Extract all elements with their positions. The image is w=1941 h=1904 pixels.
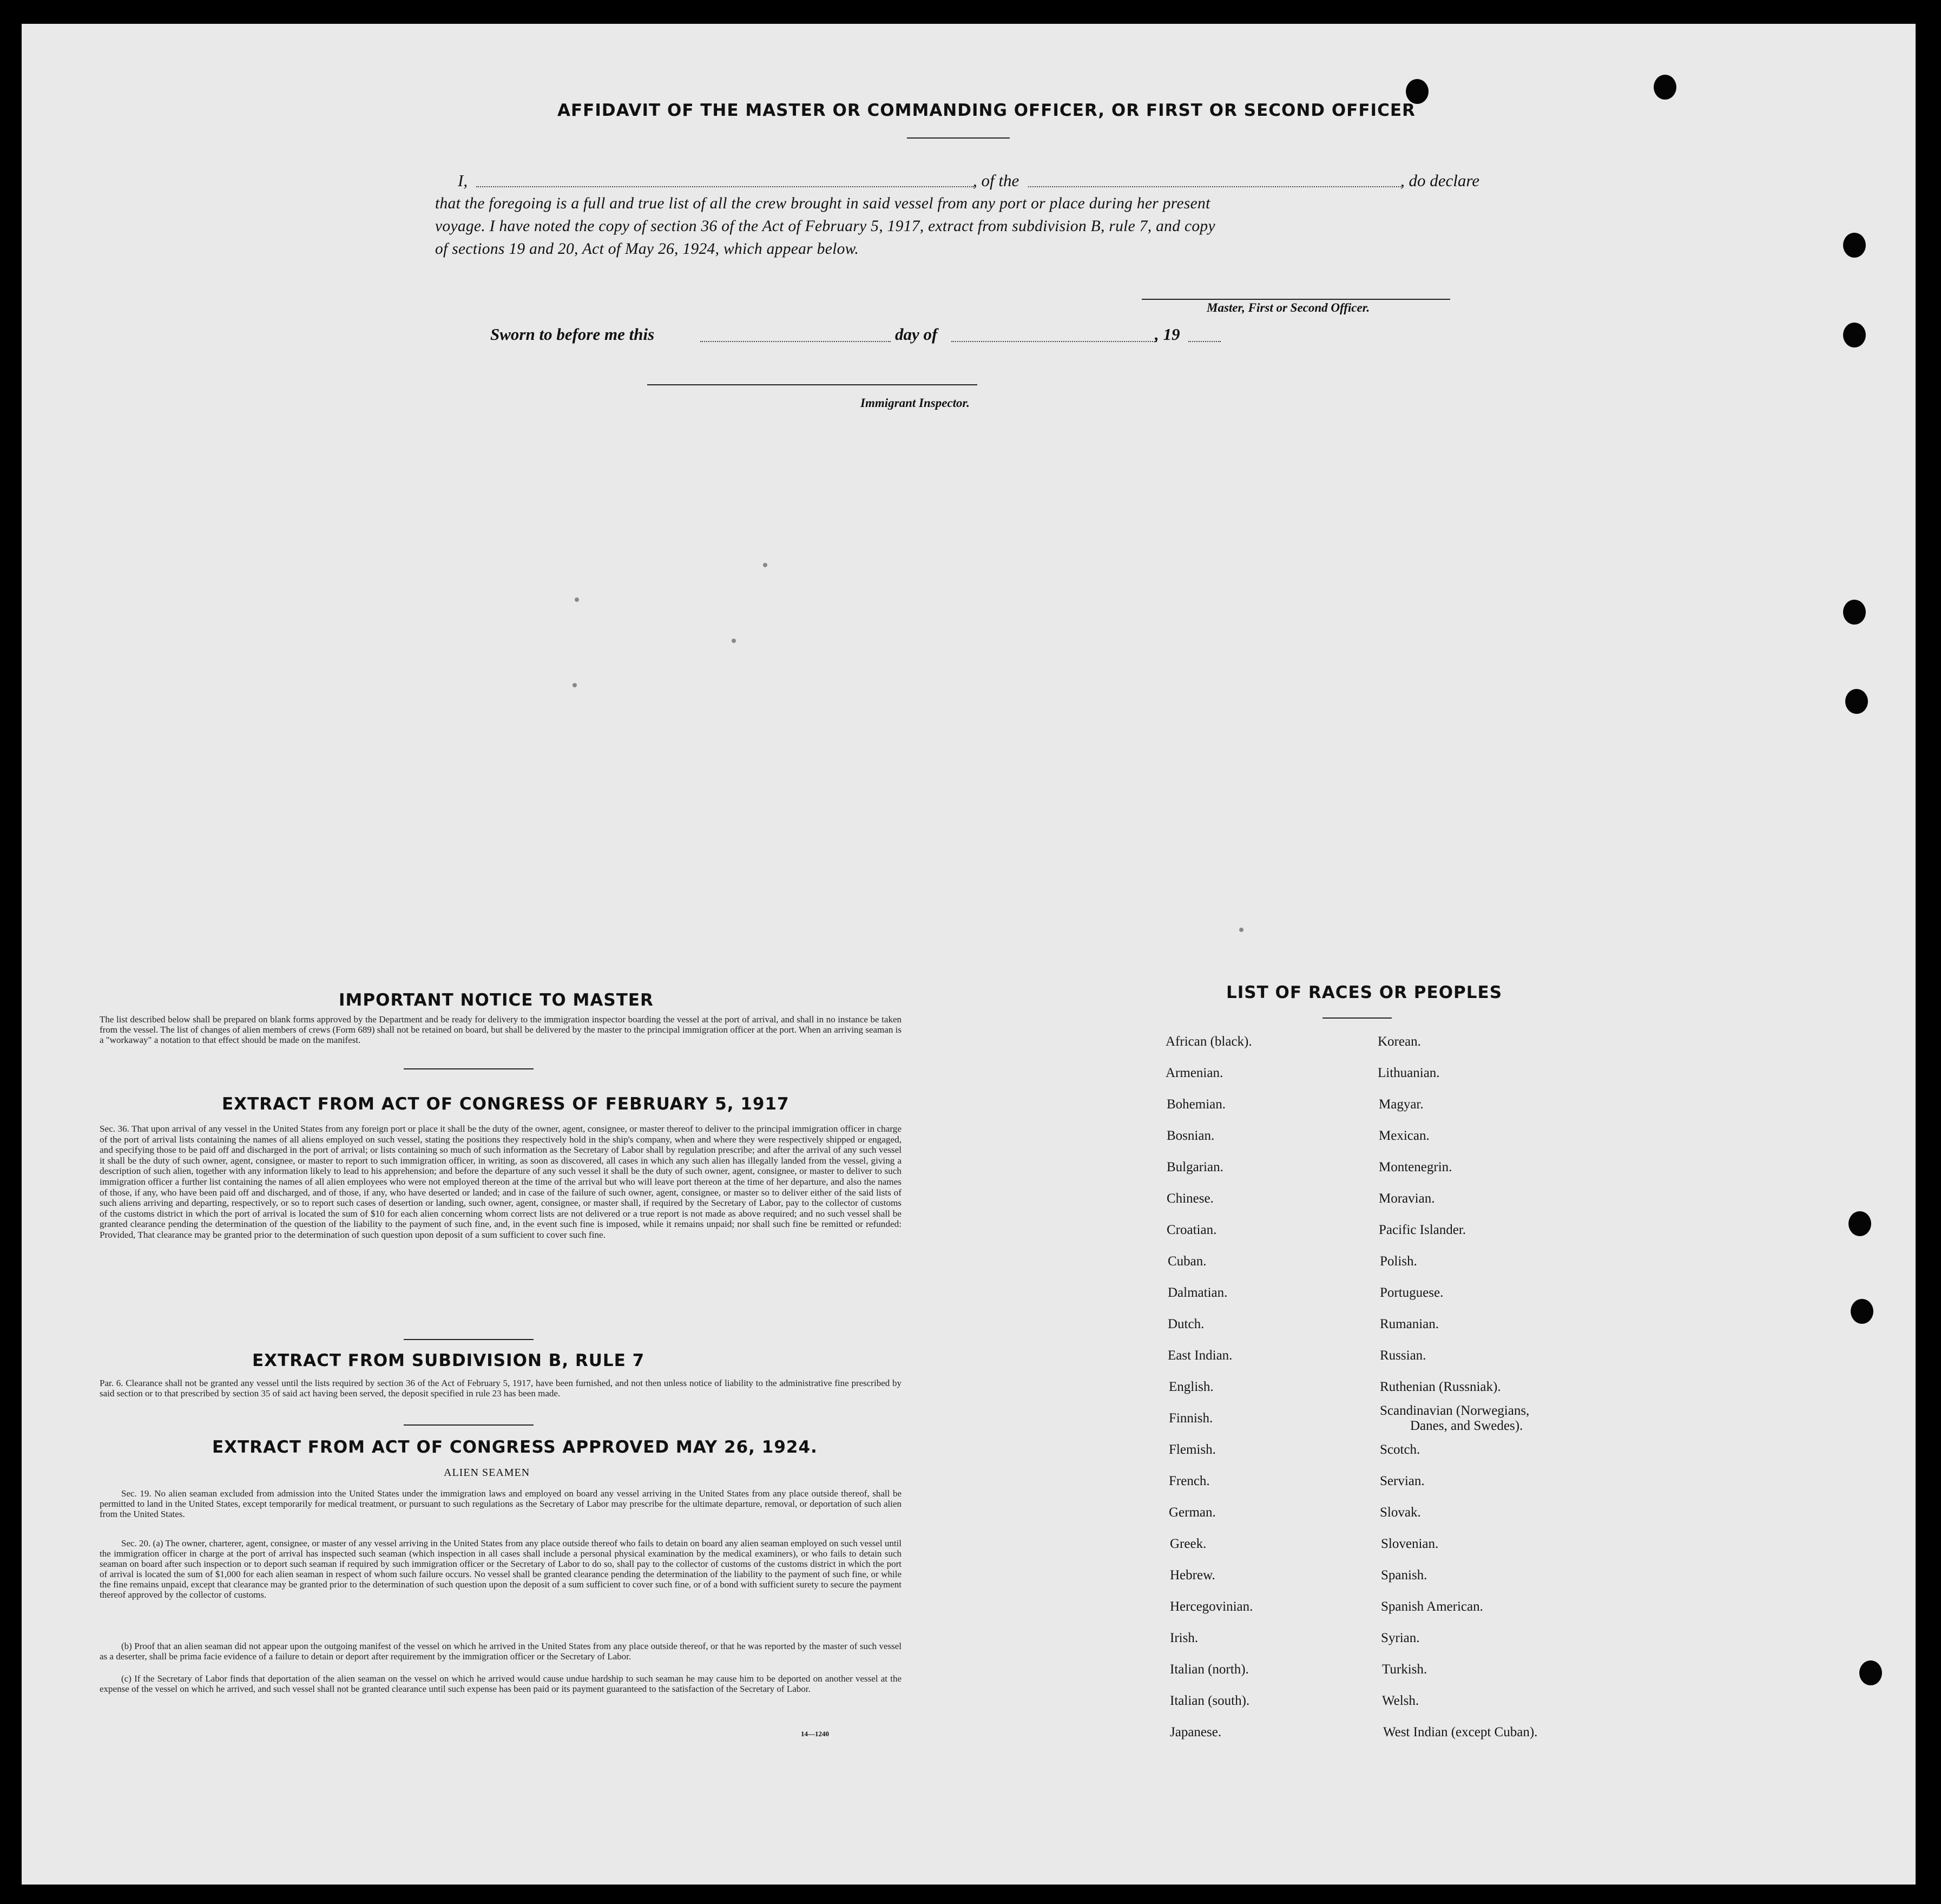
- race-item: Greek.: [1170, 1537, 1207, 1551]
- signature-caption: Master, First or Second Officer.: [1207, 301, 1370, 314]
- blank-year: [1188, 341, 1221, 342]
- race-item: Spanish American.: [1381, 1599, 1483, 1614]
- race-item: Bulgarian.: [1167, 1160, 1223, 1174]
- race-item: French.: [1169, 1474, 1210, 1488]
- extract-rule7-title: EXTRACT FROM SUBDIVISION B, RULE 7: [252, 1351, 645, 1370]
- form-number: 14—1240: [801, 1730, 829, 1738]
- blank-day: [700, 341, 891, 342]
- race-item: Turkish.: [1382, 1662, 1427, 1677]
- blank-month: [951, 341, 1157, 342]
- race-item: Finnish.: [1169, 1411, 1213, 1426]
- race-item: Korean.: [1378, 1034, 1421, 1049]
- bleed-through-speck: [1239, 928, 1243, 932]
- race-item: Pacific Islander.: [1379, 1223, 1466, 1237]
- race-item: Hebrew.: [1170, 1568, 1215, 1583]
- race-item: Japanese.: [1170, 1725, 1222, 1739]
- extract-1924-sec20c: (c) If the Secretary of Labor finds that deportation of the alien seaman on the vessel on which he arrived would cause undue hardship to such seaman he may cause him to be deported on another vessel at the expense of the vessel on which he arrived, and such vessel shall not be granted clearance until such expense has been paid or its payment guaranteed to the satisfaction of the Secretary of Labor.: [100, 1673, 902, 1694]
- punch-hole: [1843, 233, 1866, 258]
- race-item: African (black).: [1166, 1034, 1252, 1049]
- affidavit-line4: of sections 19 and 20, Act of May 26, 1924, which appear below.: [435, 240, 859, 258]
- race-item: Montenegrin.: [1379, 1160, 1452, 1174]
- race-item: Rumanian.: [1380, 1317, 1439, 1331]
- race-item: Scandinavian (Norwegians,: [1380, 1403, 1530, 1418]
- race-item: Italian (north).: [1170, 1662, 1249, 1677]
- race-item: Servian.: [1380, 1474, 1425, 1488]
- race-item: Mexican.: [1379, 1128, 1430, 1143]
- race-item: Magyar.: [1379, 1097, 1424, 1112]
- bleed-through-speck: [573, 683, 577, 687]
- race-item: Slovak.: [1380, 1505, 1421, 1520]
- notice-title: IMPORTANT NOTICE TO MASTER: [339, 990, 654, 1010]
- extract-1924-title: EXTRACT FROM ACT OF CONGRESS APPROVED MAY 26, 1924.: [212, 1437, 818, 1457]
- punch-hole: [1843, 600, 1866, 625]
- extract-1917-title: EXTRACT FROM ACT OF CONGRESS OF FEBRUARY 5, 1917: [222, 1094, 789, 1114]
- race-item: Armenian.: [1166, 1066, 1223, 1080]
- race-item: Welsh.: [1382, 1693, 1419, 1708]
- race-item: Russian.: [1380, 1348, 1426, 1363]
- race-item: East Indian.: [1168, 1348, 1233, 1363]
- race-item: English.: [1169, 1380, 1214, 1394]
- race-item: Slovenian.: [1381, 1537, 1439, 1551]
- race-item: Dutch.: [1168, 1317, 1205, 1331]
- punch-hole: [1848, 1211, 1871, 1236]
- race-item: Dalmatian.: [1168, 1285, 1228, 1300]
- document-page: [22, 24, 1916, 1885]
- affidavit-line1-declare: , do declare: [1400, 171, 1480, 190]
- race-item: Portuguese.: [1380, 1285, 1444, 1300]
- extract-rule7-text: Par. 6. Clearance shall not be granted any vessel until the lists required by section 36 of the Act of February 5, 1917, have been furnished, and not then unless notice of liability to the administrative fine prescribed by said section or to that prescribed by section 35 of said act having been served, the deposit specified in rule 23 has been made.: [100, 1378, 902, 1399]
- race-item: Polish.: [1380, 1254, 1417, 1269]
- extract-1924-sec20a: Sec. 20. (a) The owner, charterer, agent, consignee, or master of any vessel arriving in the United States from any place outside thereof who fails to detain on board any alien seaman employed on such vessel until the immigration officer in charge at the port of arrival has inspected such seaman (which inspection in all cases shall include a personal physical examination by the medical examiners), or who fails to detain such seaman on board after such inspection or to deport such seaman if required by such immigration officer or the Secretary of Labor to do so, shall pay to the collector of customs of the customs district in which the port of arrival is located the sum of $1,000 for each alien seaman in respect of whom such failure occurs. No vessel shall be granted clearance pending the determination of the liability to the payment of such fine, or while the fine remains unpaid, except that clearance may be granted prior to the determination of such question upon the deposit of a sum sufficient to cover such fine, or of a bond with sufficient surety to secure the payment thereof approved by the collector of customs.: [100, 1538, 902, 1600]
- extract-1924-sec20b: (b) Proof that an alien seaman did not appear upon the outgoing manifest of the vessel on which he arrived in the United States from any place outside thereof, or that he was reported by the master of such vessel as a deserter, shall be prima facie evidence of a failure to detain or deport after requirement by the immigration officer or the Secretary of Labor.: [100, 1641, 902, 1662]
- inspector-signature-line: [647, 384, 977, 385]
- race-item: Hercegovinian.: [1170, 1599, 1253, 1614]
- races-title: LIST OF RACES OR PEOPLES: [1226, 983, 1503, 1002]
- race-item: Bosnian.: [1167, 1128, 1215, 1143]
- year-label: , 19: [1155, 325, 1180, 344]
- races-title-underline: [1322, 1017, 1392, 1019]
- affidavit-line3: voyage. I have noted the copy of section 36 of the Act of February 5, 1917, extract from subdivision B, rule 7, and copy: [435, 218, 1215, 235]
- section-divider: [404, 1068, 534, 1069]
- punch-hole: [1845, 689, 1868, 714]
- race-item: Irish.: [1170, 1631, 1199, 1645]
- punch-hole: [1654, 75, 1676, 100]
- affidavit-line1-of-the: , of the: [973, 171, 1019, 190]
- extract-1924-sec19: Sec. 19. No alien seaman excluded from admission into the United States under the immigration laws and employed on board any vessel arriving in the United States from any place outside thereof, shall be permitted to land in the United States, except temporarily for medical treatment, or pursuant to such regulations as the Secretary of Labor may prescribe for the ultimate departure, removal, or deportation of such alien from the United States.: [100, 1488, 902, 1519]
- race-item: Flemish.: [1169, 1442, 1216, 1457]
- title-underline: [907, 137, 1010, 139]
- race-item: Lithuanian.: [1378, 1066, 1440, 1080]
- race-item: Moravian.: [1379, 1191, 1435, 1206]
- day-of-label: day of: [895, 325, 938, 344]
- race-item: Italian (south).: [1170, 1693, 1250, 1708]
- sworn-label: Sworn to before me this: [490, 325, 655, 344]
- race-item: Syrian.: [1381, 1631, 1420, 1645]
- extract-1917-text: Sec. 36. That upon arrival of any vessel in the United States from any foreign port or place it shall be the duty of the owner, agent, consignee, or master thereof to deliver to the principal immigration officer in charge of the port of arrival lists containing the names of all aliens employed on such vessel, stating the positions they respectively hold in the ship's company, when and where they were respectively shipped or engaged, and specifying those to be paid off and discharged in the port of arrival; or lists containing so much of such information as the Secretary of Labor shall by regulation prescribe; and after the arrival of any such vessel it shall be the duty of such owner, agent, consignee, or master to report to such immigration officer, in writing, as soon as discovered, all cases in which any such alien has illegally landed from the vessel, giving a description of such alien, together with any information likely to lead to his apprehension; and before the departure of any such vessel it shall be the duty of such owner, agent, consignee, or master to deliver to such immigration officer a further list containing the names of all alien employees who were not employed thereon at the time of the arrival but who will leave port thereon at the time of her departure, and also the names of those, if any, who have been paid off and discharged, and of those, if any, who have deserted or landed; and in case of the failure of such owner, agent, consignee, or master so to deliver either of the said lists of such aliens arriving and departing, respectively, or so to report such cases of desertion or landing, such owner, agent, consignee, or master shall, if required by the Secretary of Labor, pay to the collector of customs of the customs district in which the port of arrival is located the sum of $10 for each alien concerning whom correct lists are not delivered or a true report is not made as above required; and no such vessel shall be granted clearance pending the determination of the question of the liability to the payment of such fine, and, in the event such fine is imposed, while it remains unpaid; nor shall such fine be remitted or refunded: Provided, That clearance may be granted prior to the determination of such question upon deposit of a sum sufficient to cover such fine.: [100, 1124, 902, 1240]
- blank-name: [476, 186, 974, 187]
- inspector-caption: Immigrant Inspector.: [860, 396, 970, 410]
- race-item: Danes, and Swedes).: [1410, 1419, 1523, 1433]
- race-item: German.: [1169, 1505, 1216, 1520]
- punch-hole: [1851, 1299, 1873, 1324]
- race-item: Spanish.: [1381, 1568, 1427, 1583]
- alien-seamen-subtitle: ALIEN SEAMEN: [444, 1467, 530, 1479]
- signature-line: [1142, 299, 1450, 300]
- race-item: Ruthenian (Russniak).: [1380, 1380, 1501, 1394]
- section-divider: [404, 1424, 534, 1426]
- race-item: Cuban.: [1168, 1254, 1207, 1269]
- race-item: Scotch.: [1380, 1442, 1420, 1457]
- section-divider: [404, 1339, 534, 1340]
- notice-text: The list described below shall be prepared on blank forms approved by the Department and be ready for delivery to the immigration inspector boarding the vessel at the port of arrival, and shall in no instance be taken from the vessel. The list of changes of alien members of crews (Form 689) shall not be retained on board, but shall be delivered by the master to the principal immigration officer at the port. When an arriving seaman is a "workaway" a notation to that effect should be made on the manifest.: [100, 1014, 902, 1045]
- bleed-through-speck: [763, 563, 767, 567]
- blank-vessel: [1028, 186, 1402, 187]
- race-item: West Indian (except Cuban).: [1383, 1725, 1538, 1739]
- punch-hole: [1843, 323, 1866, 347]
- bleed-through-speck: [732, 639, 736, 643]
- race-item: Croatian.: [1167, 1223, 1217, 1237]
- punch-hole: [1859, 1660, 1882, 1685]
- bleed-through-speck: [575, 598, 579, 602]
- race-item: Bohemian.: [1167, 1097, 1226, 1112]
- race-item: Chinese.: [1167, 1191, 1214, 1206]
- affidavit-line2: that the foregoing is a full and true list of all the crew brought in said vessel from any port or place during her present: [435, 195, 1210, 212]
- affidavit-line1-i: I,: [458, 171, 468, 190]
- affidavit-title: AFFIDAVIT OF THE MASTER OR COMMANDING OFFICER, OR FIRST OR SECOND OFFICER: [557, 101, 1416, 120]
